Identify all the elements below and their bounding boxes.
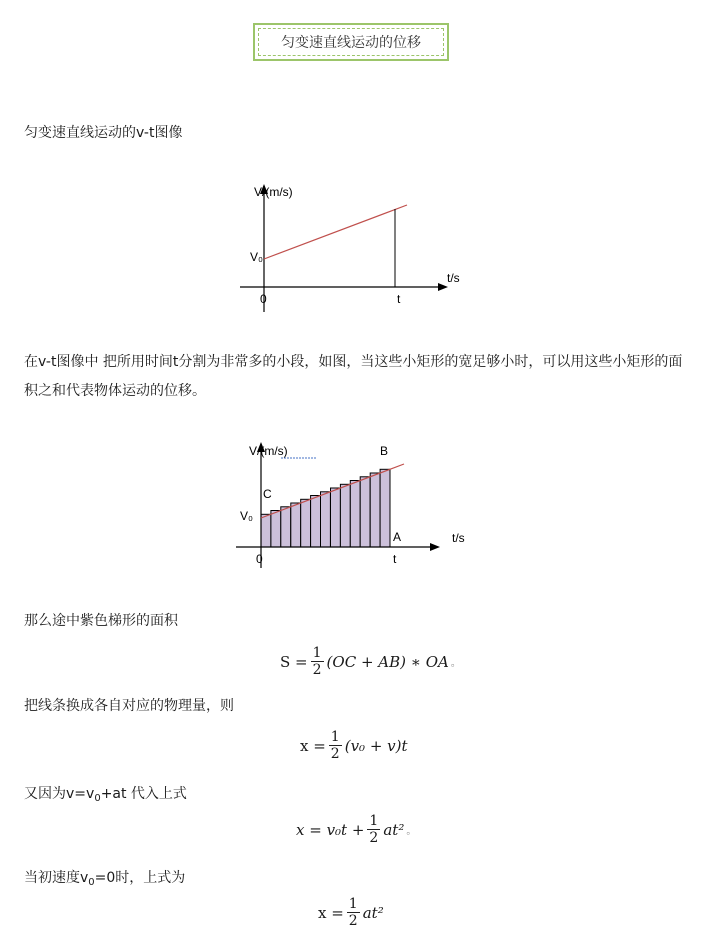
formula1-fraction: $\frac{1}{2}$ xyxy=(312,645,322,678)
paragraph-initial-zero: 当初速度$v_0=0$时，上式为 xyxy=(24,870,186,888)
formula4-lhs: x = xyxy=(318,903,344,922)
rectangle-bar xyxy=(350,481,360,548)
formula4-fraction: $\frac{1}{2}$ xyxy=(348,896,358,929)
t-label-2: t xyxy=(393,552,397,566)
rectangle-bar xyxy=(331,488,341,547)
rectangle-bar xyxy=(380,469,390,547)
formula1-mark: 。 xyxy=(450,658,461,669)
y-axis-label-2: V/(m/s) xyxy=(249,444,288,458)
rectangle-bar xyxy=(301,499,311,547)
t-label: t xyxy=(397,292,401,306)
formula-zero-start xyxy=(318,896,384,929)
rectangle-bar xyxy=(321,492,331,547)
formula-area xyxy=(280,645,461,678)
formula3-mark: 。 xyxy=(406,826,417,837)
rectangle-bar xyxy=(360,477,370,547)
page-title: 匀变速直线运动的位移 xyxy=(258,28,444,56)
v0-label-2: V₀ xyxy=(240,509,253,523)
paragraph-explanation: 在v-t图像中 把所用时间t分割为非常多的小段，如图，当这些小矩形的宽足够小时，可以用这些小矩形的面积之和代表物体运动的位移。 xyxy=(24,354,683,399)
paragraph-substitute: 把线条换成各自对应的物理量，则 xyxy=(24,698,234,714)
rectangle-bar xyxy=(340,484,350,547)
paragraph-trapezoid: 那么途中紫色梯形的面积 xyxy=(24,613,178,629)
rectangle-bar xyxy=(261,514,271,547)
rectangle-bar xyxy=(281,507,291,547)
paragraph-because: 又因为$v=v_0+at$ 代入上式 xyxy=(24,786,187,804)
section-heading: 匀变速直线运动的v-t图像 xyxy=(24,125,183,141)
rectangle-bar xyxy=(271,511,281,548)
formula2-rhs: (v₀ + v)t xyxy=(344,736,408,755)
formula3-fraction: $\frac{1}{2}$ xyxy=(369,813,379,846)
formula1-rhs: (OC + AB) ∗ OA xyxy=(326,652,449,671)
x-axis-label: t/s xyxy=(447,271,460,285)
x-axis-label-2: t/s xyxy=(452,531,465,545)
formula1-lhs: S = xyxy=(280,652,308,671)
formula2-fraction: $\frac{1}{2}$ xyxy=(330,729,340,762)
formula2-lhs: x = xyxy=(300,736,326,755)
rectangle-bar xyxy=(370,473,380,547)
rectangle-bars xyxy=(261,469,390,547)
formula3-lhs: x = v₀t + xyxy=(296,820,365,839)
formula-displacement-avg xyxy=(300,729,408,762)
point-a-label: A xyxy=(393,530,402,544)
rectangle-bar xyxy=(291,503,301,547)
y-axis-label: V/(m/s) xyxy=(254,185,293,199)
formula4-rhs: at² xyxy=(362,903,384,922)
rectangle-bar xyxy=(311,496,321,548)
point-c-label: C xyxy=(263,487,272,501)
origin-label-2: 0 xyxy=(256,552,263,566)
point-b-label: B xyxy=(380,444,389,458)
formula3-rhs: at² xyxy=(383,820,405,839)
x-axis-arrow-2 xyxy=(430,543,440,551)
origin-label: 0 xyxy=(260,292,267,306)
v0-label: V₀ xyxy=(250,250,263,264)
formula-displacement xyxy=(296,813,416,846)
